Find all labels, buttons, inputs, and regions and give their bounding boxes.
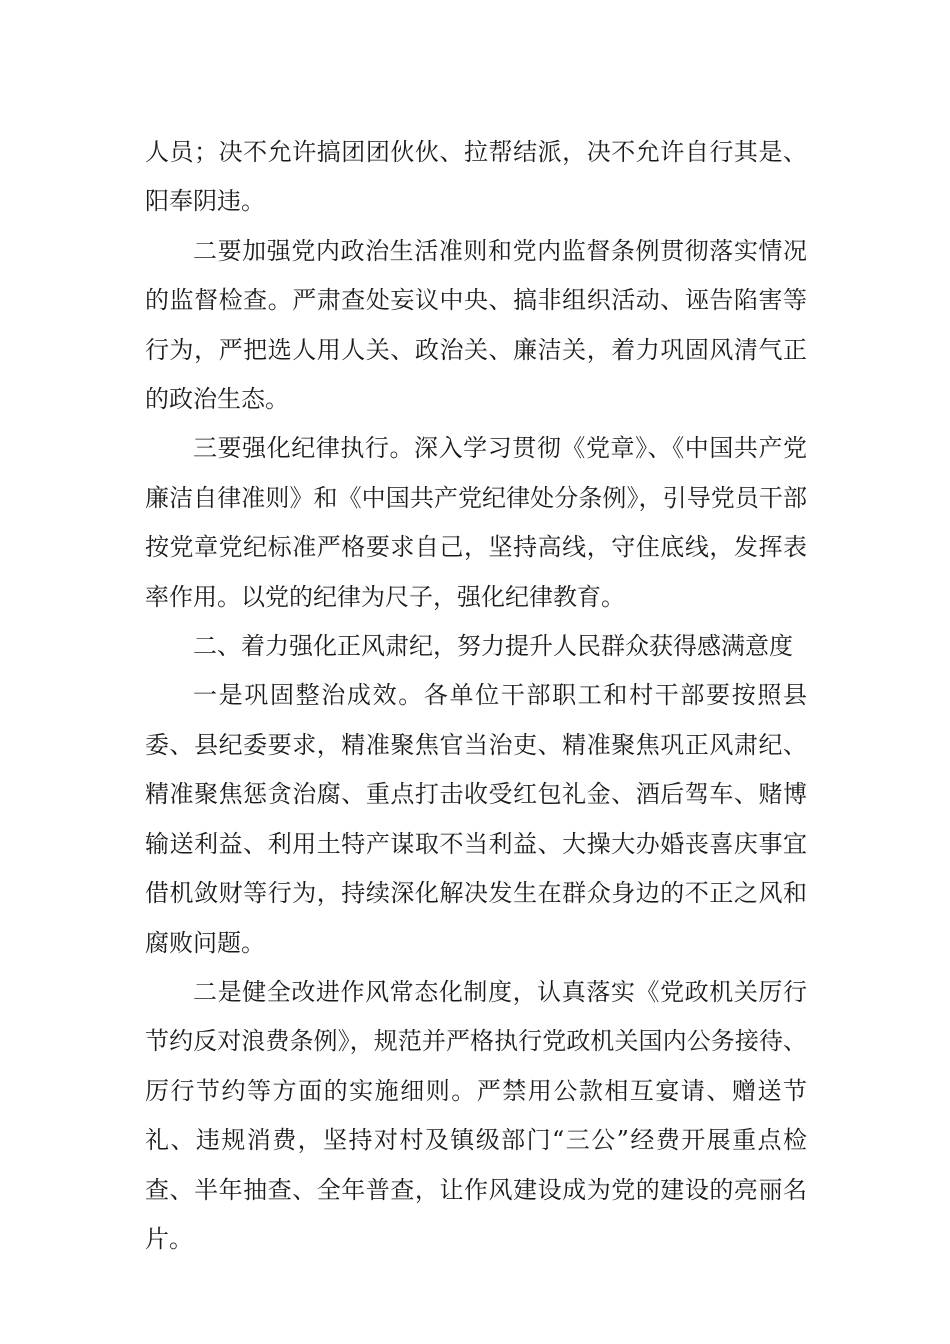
paragraph-consolidate-rectification: 一是巩固整治成效。各单位干部职工和村干部要按照县委、县纪委要求，精准聚焦官当治吏、精准聚焦巩正风肃纪、精准聚焦惩贪治腐、重点打击收受红包礼金、酒后驾车、赌博输送利益、利用土特产谋取不当利益、大操大办婚丧喜庆事宜借机敛财等行为，持续深化解决发生在群众身边的不正之风和腐败问题。 xyxy=(145,681,807,957)
paragraph-continuation: 人员；决不允许搞团团伙伙、拉帮结派，决不允许自行其是、阳奉阴违。 xyxy=(145,138,807,216)
section-heading-two: 二、着力强化正风肃纪，努力提升人民群众获得感满意度 xyxy=(193,632,793,661)
paragraph-work-style-system: 二是健全改进作风常态化制度，认真落实《党政机关厉行节约反对浪费条例》，规范并严格执行党政机关国内公务接待、厉行节约等方面的实施细则。严禁用公款相互宴请、赠送节礼、违规消费，坚持对村及镇级部门“三公”经费开展重点检查、半年抽查、全年普查，让作风建设成为党的建设的亮丽名片。 xyxy=(145,977,807,1253)
document-body xyxy=(145,128,807,1264)
paragraph-political-life-supervision: 二要加强党内政治生活准则和党内监督条例贯彻落实情况的监督检查。严肃查处妄议中央、搞非组织活动、诬告陷害等行为，严把选人用人关、政治关、廉洁关，着力巩固风清气正的政治生态。 xyxy=(145,236,807,414)
paragraph-discipline-enforcement: 三要强化纪律执行。深入学习贯彻《党章》、《中国共产党廉洁自律准则》和《中国共产党纪律处分条例》，引导党员干部按党章党纪标准严格要求自己，坚持高线，守住底线，发挥表率作用。以党的纪律为尺子，强化纪律教育。 xyxy=(145,434,807,611)
